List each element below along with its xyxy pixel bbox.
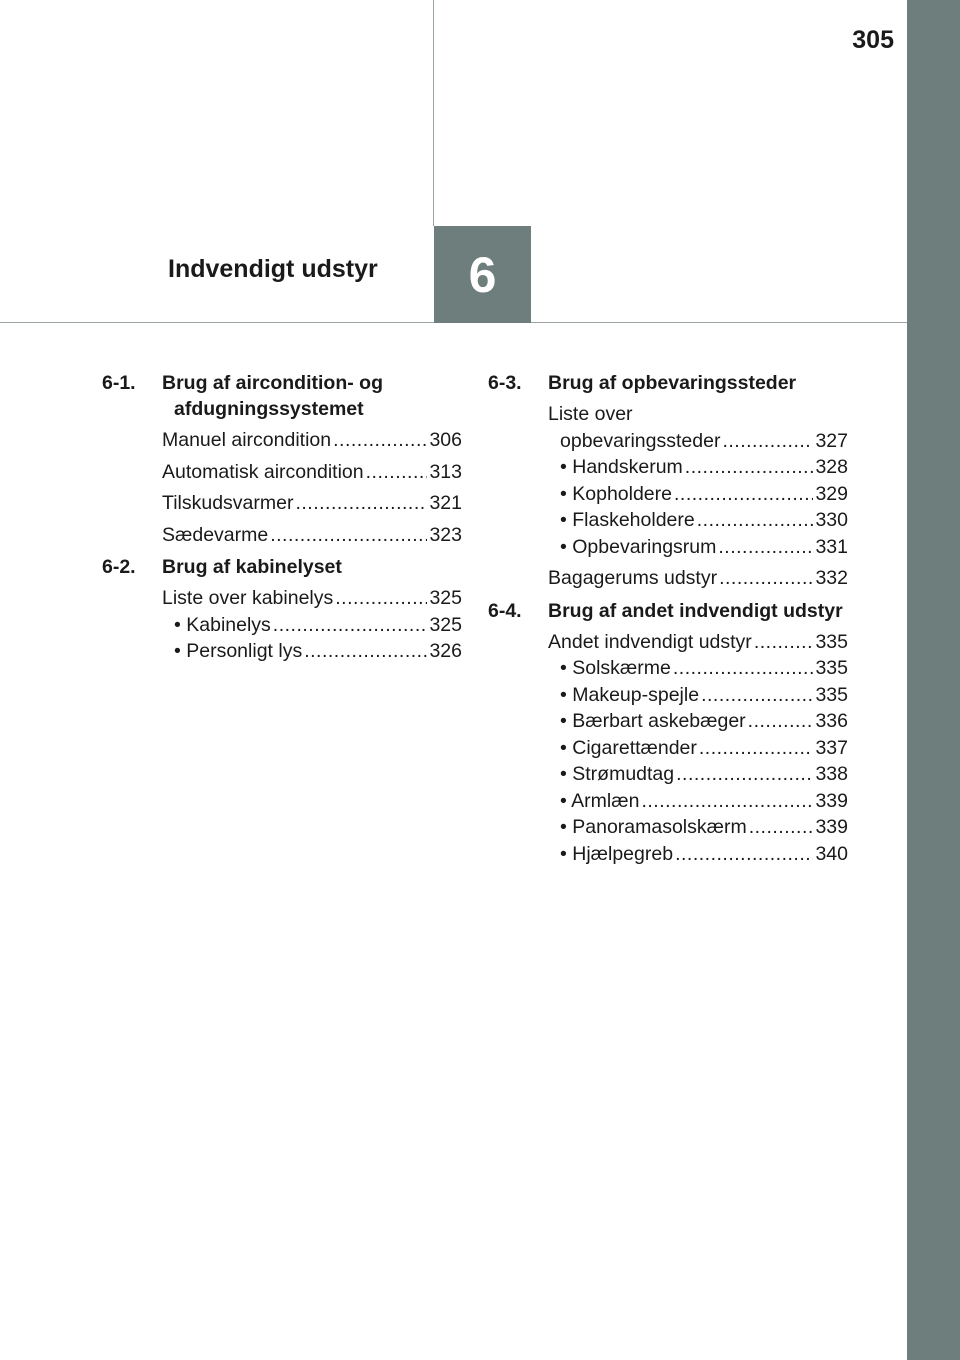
chapter-number: 6 [468, 246, 497, 303]
section-number: 6-2. [102, 556, 136, 578]
toc-entry[interactable]: Sædevarme ..... 323 [162, 522, 462, 549]
toc-sub-entry[interactable]: • Panoramasolskærm ..... 339 [560, 814, 848, 841]
section-number: 6-4. [488, 599, 522, 622]
toc-entry[interactable]: Liste over kabinelys ..... 325 [162, 585, 462, 612]
section-heading-6-4 [488, 598, 848, 624]
toc-right-column [488, 370, 848, 867]
section-title: Brug af aircondition- og afdugningssystemet [162, 372, 383, 420]
section-title: Brug af kabinelyset [162, 556, 342, 578]
toc-sub-entry[interactable]: • Armlæn ..... 339 [560, 788, 848, 815]
page-number: 305 [852, 26, 894, 54]
chapter-title: Indvendigt udstyr [168, 255, 378, 283]
toc-sub-entry[interactable]: • Bærbart askebæger ..... 336 [560, 708, 848, 735]
toc-sub-entry[interactable]: • Kabinelys ..... 325 [174, 612, 462, 639]
toc-sub-entry[interactable]: • Flaskeholdere ..... 330 [560, 507, 848, 534]
toc-entry[interactable]: opbevaringssteder ..... 327 [560, 428, 848, 455]
section-heading-6-1 [102, 370, 462, 422]
toc-entry[interactable]: Tilskudsvarmer ..... 321 [162, 490, 462, 517]
toc-left-column [102, 370, 462, 665]
toc-sub-entry[interactable]: • Strømudtag ..... 338 [560, 761, 848, 788]
section-title: Brug af opbevaringssteder [548, 372, 797, 394]
toc-sub-entry[interactable]: • Kopholdere ..... 329 [560, 481, 848, 508]
toc-sub-entry[interactable]: • Opbevaringsrum ..... 331 [560, 534, 848, 561]
toc-sub-entry[interactable]: • Hjælpegreb ..... 340 [560, 841, 848, 868]
side-tab-bar [907, 0, 960, 1360]
toc-entry[interactable]: Automatisk aircondition ..... 313 [162, 459, 462, 486]
toc-entry[interactable]: Manuel aircondition ..... 306 [162, 427, 462, 454]
section-number: 6-1. [102, 372, 136, 394]
section-number: 6-3. [488, 372, 522, 394]
toc-entry[interactable]: Bagagerums udstyr ..... 332 [548, 565, 848, 592]
toc-entry-head[interactable]: Liste over [548, 403, 633, 425]
toc-sub-entry[interactable]: • Cigarettænder ..... 337 [560, 735, 848, 762]
section-heading-6-2 [102, 554, 462, 580]
section-title: Brug af andet indvendigt udstyr [548, 599, 843, 622]
toc-sub-entry[interactable]: • Personligt lys ..... 326 [174, 638, 462, 665]
section-heading-6-3 [488, 370, 848, 396]
toc-sub-entry[interactable]: • Makeup-spejle ..... 335 [560, 682, 848, 709]
toc-entry[interactable]: Andet indvendigt udstyr ..... 335 [548, 629, 848, 656]
header-vertical-rule [433, 0, 434, 226]
chapter-number-box [434, 226, 531, 323]
toc-sub-entry[interactable]: • Solskærme ..... 335 [560, 655, 848, 682]
toc-sub-entry[interactable]: • Handskerum ..... 328 [560, 454, 848, 481]
